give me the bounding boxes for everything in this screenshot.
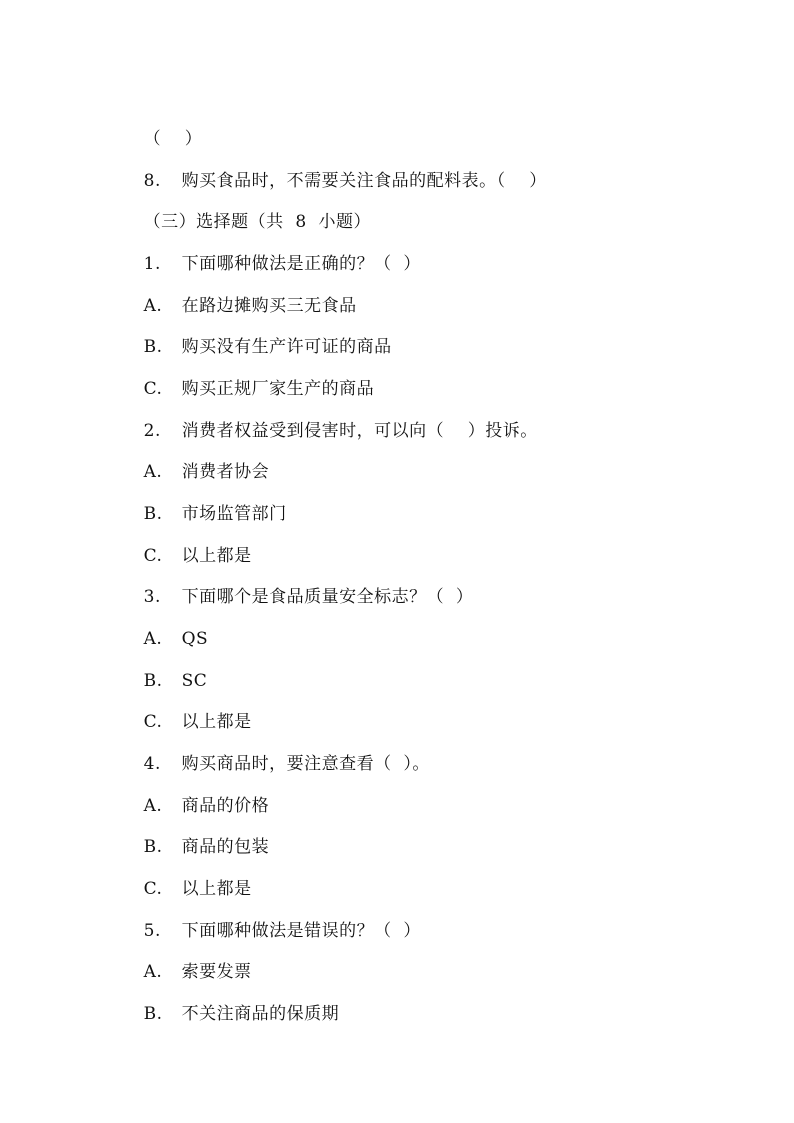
question-text: 消费者权益受到侵害时，可以向（ ）投诉。 — [181, 421, 538, 441]
question-text: 下面哪种做法是错误的？（ ） — [181, 921, 421, 941]
section-title: （三）选择题（共 8 小题） — [143, 212, 372, 232]
item-number: 2. — [143, 421, 161, 441]
line-text: （ ） — [143, 129, 203, 149]
option-letter: B. — [143, 504, 163, 524]
option-text: 消费者协会 — [181, 462, 270, 482]
option-letter: A. — [143, 296, 163, 316]
option-text: 购买正规厂家生产的商品 — [181, 379, 375, 399]
option-text: 以上都是 — [181, 712, 252, 732]
option-letter: B. — [143, 837, 163, 857]
option-text: 不关注商品的保质期 — [181, 1004, 340, 1024]
option-letter: A. — [143, 962, 163, 982]
option-letter: A. — [143, 796, 163, 816]
option-text: 以上都是 — [181, 879, 252, 899]
option-text: 购买没有生产许可证的商品 — [181, 337, 392, 357]
question-text: 下面哪种做法是正确的？（ ） — [181, 254, 421, 274]
option-text: 商品的价格 — [181, 796, 270, 816]
option-letter: A. — [143, 629, 163, 649]
option-letter: C. — [143, 379, 163, 399]
option-5b — [120, 981, 339, 1047]
option-text: 商品的包装 — [181, 837, 270, 857]
item-number: 4. — [143, 754, 161, 774]
item-number: 5. — [143, 921, 161, 941]
option-letter: B. — [143, 671, 163, 691]
option-text: 索要发票 — [181, 962, 252, 982]
option-letter: A. — [143, 462, 163, 482]
option-letter: B. — [143, 1004, 163, 1024]
question-text: 购买食品时，不需要关注食品的配料表。（ ） — [181, 171, 547, 191]
option-letter: C. — [143, 712, 163, 732]
option-letter: B. — [143, 337, 163, 357]
item-number: 8. — [143, 171, 161, 191]
option-letter: C. — [143, 546, 163, 566]
item-number: 1. — [143, 254, 161, 274]
option-text: SC — [181, 671, 208, 691]
option-text: 以上都是 — [181, 546, 252, 566]
option-text: 在路边摊购买三无食品 — [181, 296, 357, 316]
question-text: 购买商品时，要注意查看（ ）。 — [181, 754, 430, 774]
option-text: 市场监管部门 — [181, 504, 287, 524]
question-text: 下面哪个是食品质量安全标志？（ ） — [181, 587, 474, 607]
option-text: QS — [181, 629, 209, 649]
item-number: 3. — [143, 587, 161, 607]
option-letter: C. — [143, 879, 163, 899]
